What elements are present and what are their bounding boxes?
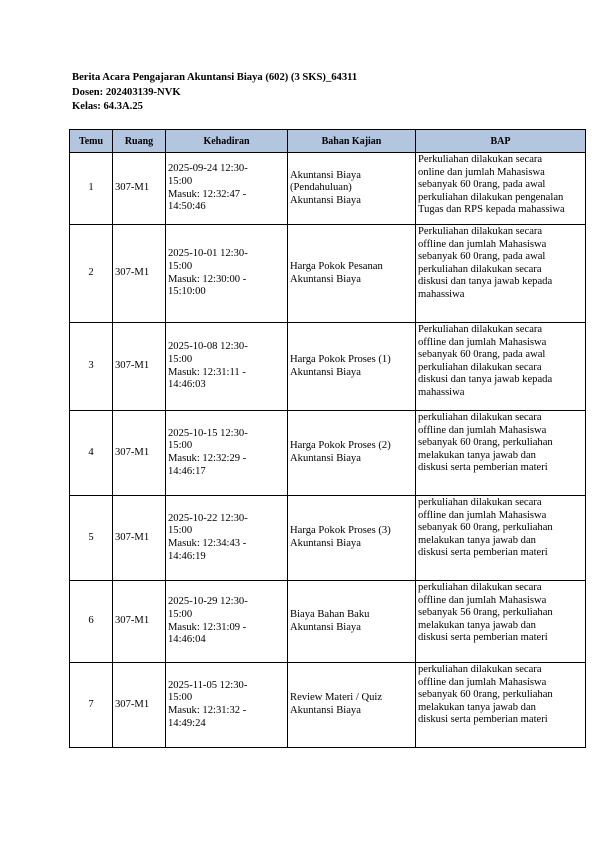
temu-cell: 5 [70, 496, 113, 581]
kehadiran-line: Masuk: 12:30:00 - [168, 273, 247, 285]
bahan-kajian-cell [288, 225, 416, 323]
bap-line: offline dan jumlah Mahasiswa [418, 594, 547, 606]
kehadiran-line: 14:46:17 [168, 465, 206, 477]
bap-line: diskusi serta pemberian materi [418, 462, 548, 474]
bap-line: perkuliahan dilakukan secara [418, 664, 542, 675]
ruang-cell: 307-M1 [113, 153, 166, 225]
bahan-kajian-line: Akuntansi Biaya [290, 169, 361, 181]
temu-cell: 3 [70, 323, 113, 411]
bap-line: offline dan jumlah Mahasiswa [418, 509, 547, 521]
table-body [70, 153, 586, 748]
bap-line: sebanyak 60 0rang, pada awal [418, 251, 546, 263]
kehadiran-line: 15:00 [168, 260, 193, 272]
column-header-bap: BAP [416, 130, 586, 153]
ruang-cell: 307-M1 [113, 225, 166, 323]
kehadiran-cell [166, 411, 288, 496]
kehadiran-line: 15:00 [168, 692, 193, 704]
column-header-bahan-kajian: Bahan Kajian [288, 130, 416, 153]
bahan-kajian-line: Akuntansi Biaya [290, 538, 361, 549]
kehadiran-line: Masuk: 12:32:29 - [168, 453, 247, 464]
kehadiran-cell [166, 663, 288, 748]
kehadiran-line: 14:46:03 [168, 379, 206, 391]
kehadiran-line: 15:00 [168, 525, 193, 537]
bahan-kajian-line: Review Materi / Quiz [290, 692, 383, 704]
bap-cell [416, 496, 586, 581]
kehadiran-line: 2025-10-22 12:30- [168, 512, 248, 524]
bahan-kajian-cell [288, 411, 416, 496]
bap-line: offline dan jumlah Mahasiswa [418, 424, 547, 436]
ruang-cell: 307-M1 [113, 323, 166, 411]
bap-line: mahassiwa [418, 288, 465, 300]
ruang-cell: 307-M1 [113, 411, 166, 496]
ruang-cell: 307-M1 [113, 496, 166, 581]
bap-line: melakukan tanya jawab dan [418, 619, 536, 631]
bap-line: diskusi serta pemberian materi [418, 547, 548, 559]
bahan-kajian-cell [288, 581, 416, 663]
bap-line: melakukan tanya jawab dan [418, 534, 536, 546]
bahan-kajian-line: Akuntansi Biaya [290, 366, 361, 378]
bap-line: perkuliahan dilakukan pengenalan [418, 191, 564, 203]
bahan-kajian-line: Harga Pokok Pesanan [290, 260, 383, 272]
ruang-cell: 307-M1 [113, 663, 166, 748]
bahan-kajian-line: (Pendahuluan) [290, 182, 352, 194]
bap-line: perkuliahan dilakukan secara [418, 412, 542, 423]
bap-line: Perkuliahan dilakukan secara [418, 324, 543, 335]
bap-cell [416, 323, 586, 411]
bahan-kajian-line: Akuntansi Biaya [290, 194, 361, 206]
bap-line: Perkuliahan dilakukan secara [418, 154, 543, 165]
bap-line: sebanyak 60 0rang, perkuliahan [418, 522, 553, 534]
bap-line: sebanyak 60 0rang, perkuliahan [418, 689, 553, 701]
table-row [70, 323, 586, 411]
bap-line: sebanyak 60 0rang, perkuliahan [418, 437, 553, 449]
kehadiran-line: 2025-09-24 12:30- [168, 163, 248, 175]
bap-line: perkuliahan dilakukan secara [418, 361, 542, 373]
kehadiran-line: Masuk: 12:31:11 - [168, 366, 246, 378]
kehadiran-line: Masuk: 12:34:43 - [168, 538, 247, 549]
temu-cell: 7 [70, 663, 113, 748]
bap-cell [416, 581, 586, 663]
bahan-kajian-cell [288, 153, 416, 225]
bap-line: offline dan jumlah Mahasiswa [418, 238, 547, 250]
bap-line: perkuliahan dilakukan secara [418, 263, 542, 275]
bap-line: sebanyak 56 0rang, perkuliahan [418, 607, 553, 619]
bap-cell [416, 411, 586, 496]
ruang-cell: 307-M1 [113, 581, 166, 663]
column-header-ruang: Ruang [113, 130, 166, 153]
bahan-kajian-line: Biaya Bahan Baku [290, 608, 370, 620]
bap-line: sebanyak 60 0rang, pada awal [418, 179, 546, 191]
bap-table [69, 129, 586, 748]
kehadiran-line: 14:50:46 [168, 201, 206, 213]
kehadiran-line: 15:00 [168, 175, 193, 187]
class-code: Kelas: 64.3A.25 [72, 101, 143, 113]
bap-cell [416, 225, 586, 323]
bahan-kajian-line: Harga Pokok Proses (2) [290, 440, 391, 452]
kehadiran-line: Masuk: 12:31:09 - [168, 621, 247, 633]
table-row [70, 225, 586, 323]
bahan-kajian-line: Akuntansi Biaya [290, 273, 361, 285]
bap-line: offline dan jumlah Mahasiswa [418, 336, 547, 348]
table-row [70, 663, 586, 748]
bap-line: Tugas dan RPS kepada mahassiwa [418, 204, 565, 216]
table-row [70, 153, 586, 225]
bap-line: diskusi serta pemberian materi [418, 632, 548, 644]
bap-line: sebanyak 60 0rang, pada awal [418, 349, 546, 361]
bap-cell [416, 663, 586, 748]
kehadiran-cell [166, 581, 288, 663]
kehadiran-line: 14:46:04 [168, 634, 206, 646]
kehadiran-line: 15:00 [168, 608, 193, 620]
kehadiran-line: 2025-10-01 12:30- [168, 248, 248, 260]
bahan-kajian-line: Akuntansi Biaya [290, 705, 361, 716]
bap-line: Perkuliahan dilakukan secara [418, 226, 543, 237]
kehadiran-line: 2025-10-29 12:30- [168, 596, 248, 608]
kehadiran-line: 2025-10-08 12:30- [168, 341, 248, 353]
kehadiran-cell [166, 225, 288, 323]
bap-line: melakukan tanya jawab dan [418, 449, 536, 461]
document-header [72, 71, 357, 115]
bap-line: diskusi dan tanya jawab kepada [418, 374, 553, 386]
kehadiran-line: 14:46:19 [168, 550, 206, 562]
kehadiran-cell [166, 323, 288, 411]
temu-cell: 1 [70, 153, 113, 225]
bap-line: online dan jumlah Mahasiswa [418, 166, 545, 178]
temu-cell: 2 [70, 225, 113, 323]
bahan-kajian-line: Akuntansi Biaya [290, 453, 361, 464]
bap-line: mahassiwa [418, 386, 465, 398]
kehadiran-line: Masuk: 12:31:32 - [168, 705, 247, 716]
kehadiran-cell [166, 496, 288, 581]
column-header-temu: Temu [70, 130, 113, 153]
bap-line: diskusi dan tanya jawab kepada [418, 276, 553, 288]
table-header-row [70, 130, 586, 153]
bahan-kajian-cell [288, 663, 416, 748]
kehadiran-line: Masuk: 12:32:47 - [168, 188, 247, 200]
bap-line: perkuliahan dilakukan secara [418, 582, 542, 593]
kehadiran-line: 15:00 [168, 440, 193, 452]
temu-cell: 4 [70, 411, 113, 496]
table-row [70, 496, 586, 581]
bap-line: offline dan jumlah Mahasiswa [418, 676, 547, 688]
bap-line: melakukan tanya jawab dan [418, 701, 536, 713]
bahan-kajian-line: Harga Pokok Proses (1) [290, 353, 391, 365]
kehadiran-line: 15:10:00 [168, 286, 206, 298]
kehadiran-line: 2025-11-05 12:30- [168, 679, 248, 691]
bahan-kajian-line: Harga Pokok Proses (3) [290, 525, 391, 537]
kehadiran-line: 14:49:24 [168, 717, 206, 729]
bap-line: perkuliahan dilakukan secara [418, 497, 542, 508]
kehadiran-line: 15:00 [168, 353, 193, 365]
kehadiran-cell [166, 153, 288, 225]
bap-cell [416, 153, 586, 225]
bahan-kajian-line: Akuntansi Biaya [290, 621, 361, 633]
bap-line: diskusi serta pemberian materi [418, 714, 548, 726]
column-header-kehadiran: Kehadiran [166, 130, 288, 153]
document-title: Berita Acara Pengajaran Akuntansi Biaya (602) (3 SKS)_64311 [72, 72, 358, 83]
bahan-kajian-cell [288, 323, 416, 411]
table-row [70, 411, 586, 496]
kehadiran-line: 2025-10-15 12:30- [168, 427, 248, 439]
lecturer-id: Dosen: 202403139-NVK [72, 86, 181, 98]
bahan-kajian-cell [288, 496, 416, 581]
table-row [70, 581, 586, 663]
temu-cell: 6 [70, 581, 113, 663]
